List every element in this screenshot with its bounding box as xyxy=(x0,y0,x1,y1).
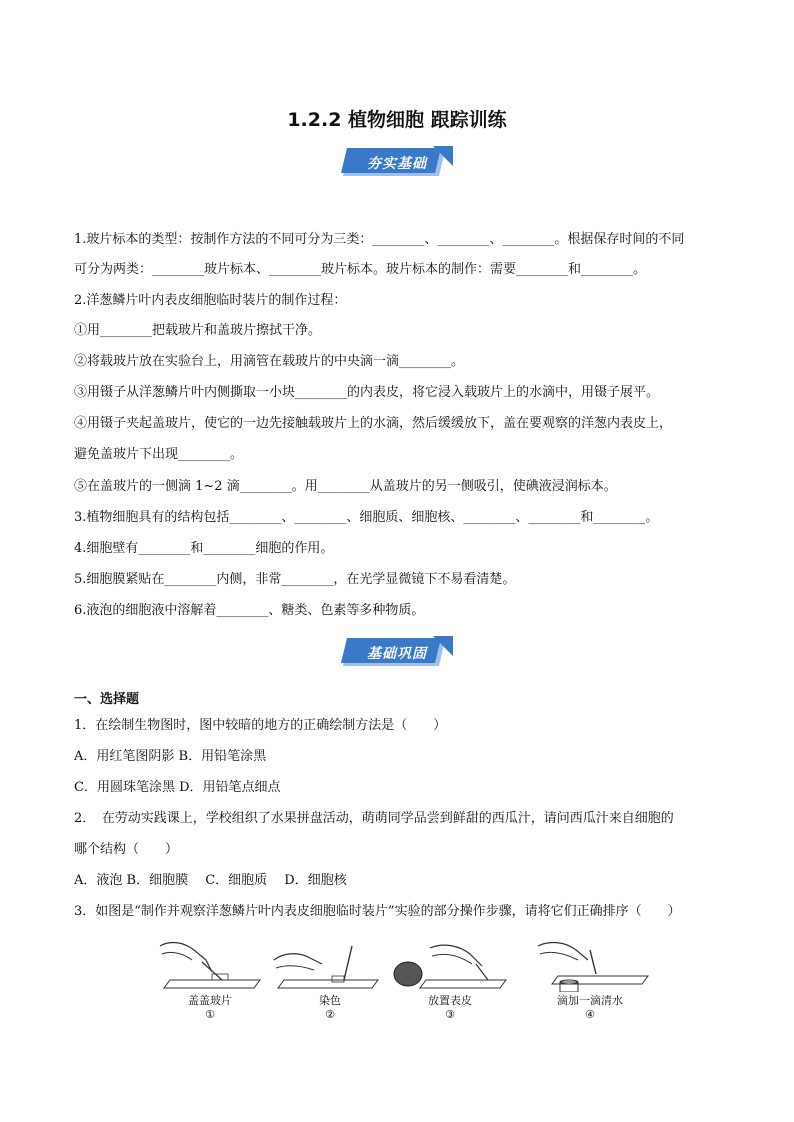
text-line: 6.液泡的细胞液中溶解着________、糖类、色素等多种物质。 xyxy=(74,603,425,618)
step-number: ④ xyxy=(585,1008,595,1021)
step-caption: 染色 xyxy=(319,994,341,1007)
question-line: 2． 在劳动实践课上，学校组织了水果拼盘活动，萌萌同学品尝到鲜甜的西瓜汁，请问西瓜汁来自细胞的 xyxy=(74,811,674,826)
step-caption: 滴加一滴清水 xyxy=(557,994,623,1007)
section-heading: 一、选择题 xyxy=(74,692,140,707)
step-add-water xyxy=(530,936,650,1026)
text-line: 可分为两类：________玻片标本、________玻片标本。玻片标本的制作：需要________和________。 xyxy=(74,262,647,277)
text-line: ②将载玻片放在实验台上，用滴管在载玻片的中央滴一滴________。 xyxy=(74,354,465,369)
text-line: 4.细胞壁有________和________细胞的作用。 xyxy=(74,541,334,556)
question-line: A．用红笔图阴影 B．用铅笔涂黑 xyxy=(74,749,267,764)
question-line: C．用圆珠笔涂黑 D．用铅笔点细点 xyxy=(74,780,281,795)
section-badge-basics xyxy=(341,146,453,180)
question-line: 1．在绘制生物图时，图中较暗的地方的正确绘制方法是（ ） xyxy=(74,718,447,733)
text-line: ⑤在盖玻片的一侧滴 1~2 滴________。用________从盖玻片的另一侧吸引，使碘液浸润标本。 xyxy=(74,479,617,494)
text-line: ①用________把载玻片和盖玻片擦拭干净。 xyxy=(74,323,322,338)
hand-tweezers-icon xyxy=(390,936,510,992)
step-place-epidermis xyxy=(390,936,510,1026)
step-number: ② xyxy=(325,1008,335,1021)
experiment-steps-figure xyxy=(150,936,650,1026)
step-caption: 盖盖玻片 xyxy=(188,994,232,1007)
hand-dropper-icon xyxy=(530,936,650,992)
page-title: 1.2.2 植物细胞 跟踪训练 xyxy=(287,109,507,131)
step-number: ① xyxy=(205,1008,215,1021)
text-line: 2.洋葱鳞片叶内表皮细胞临时装片的制作过程： xyxy=(74,293,347,308)
question-line: A．液泡 B．细胞膜 C．细胞质 D．细胞核 xyxy=(74,873,347,888)
badge-label: 基础巩固 xyxy=(367,646,427,662)
text-line: ③用镊子从洋葱鳞片叶内侧撕取一小块________的内表皮，将它浸入载玻片上的水滴中，用镊子展平。 xyxy=(74,385,660,400)
question-line: 哪个结构（ ） xyxy=(74,842,179,857)
text-line: 3.植物细胞具有的结构包括________、________、细胞质、细胞核、________、________和________。 xyxy=(74,510,659,525)
text-line: ④用镊子夹起盖玻片，使它的一边先接触载玻片上的水滴，然后缓缓放下，盖在要观察的洋葱内表皮上， xyxy=(74,416,673,431)
hand-stain-icon xyxy=(270,936,390,992)
text-line: 1.玻片标本的类型：按制作方法的不同可分为三类：________、________、________。根据保存时间的不同 xyxy=(74,232,685,247)
step-cover-slip xyxy=(150,936,270,1026)
step-stain xyxy=(270,936,390,1026)
step-number: ③ xyxy=(445,1008,455,1021)
section-badge-consolidation xyxy=(341,636,453,670)
question-line: 3．如图是“制作并观察洋葱鳞片叶内表皮细胞临时装片”实验的部分操作步骤，请将它们正确排序（ ） xyxy=(74,904,681,919)
text-line: 避免盖玻片下出现________。 xyxy=(74,447,244,462)
text-line: 5.细胞膜紧贴在________内侧，非常________，在光学显微镜下不易看清楚。 xyxy=(74,572,516,587)
badge-label: 夯实基础 xyxy=(367,156,427,172)
hand-coverslip-icon xyxy=(150,936,270,992)
step-caption: 放置表皮 xyxy=(428,994,472,1007)
